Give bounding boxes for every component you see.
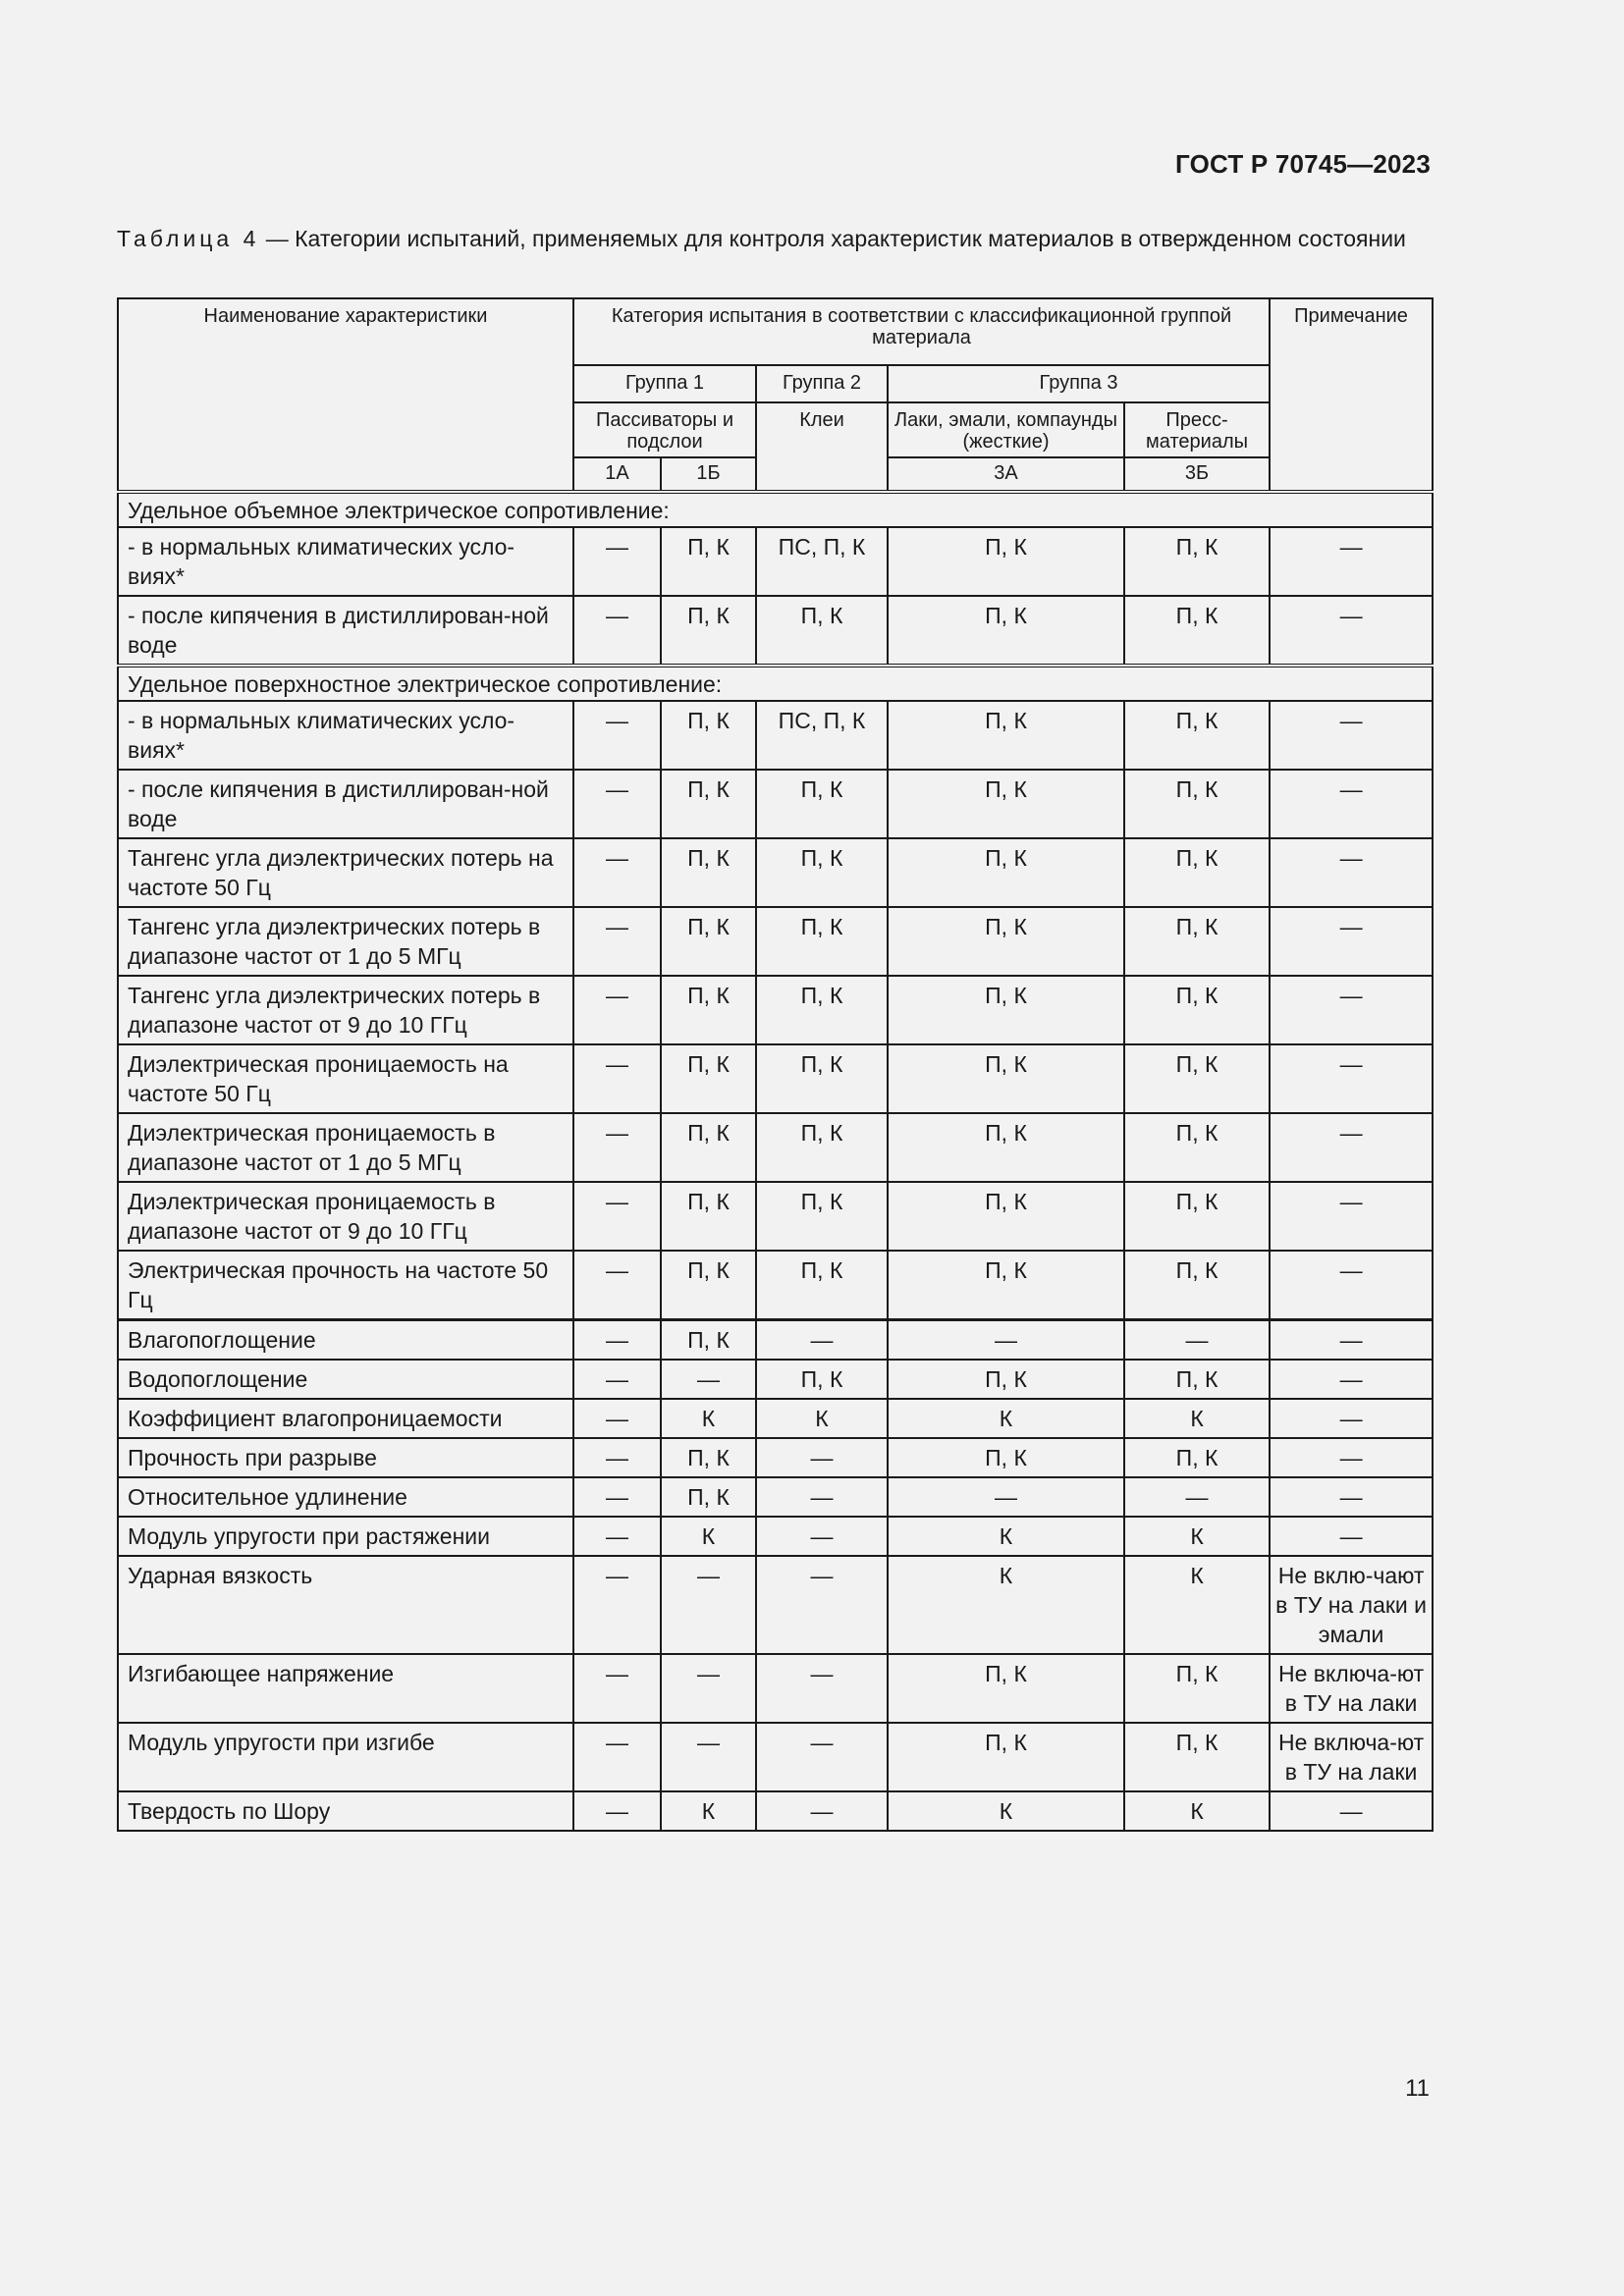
note-cell: — (1270, 701, 1433, 770)
category-2-cell: — (756, 1723, 888, 1791)
note-cell: — (1270, 1438, 1433, 1477)
table-row (118, 1438, 1433, 1477)
category-1b-cell: К (661, 1791, 756, 1831)
category-1a-cell: — (573, 1791, 661, 1831)
category-3a-cell: П, К (888, 1723, 1124, 1791)
category-3a-cell: К (888, 1556, 1124, 1654)
category-3b-cell: К (1124, 1399, 1270, 1438)
category-1b-cell: П, К (661, 976, 756, 1044)
header-glues: Клеи (756, 402, 888, 492)
category-2-cell: П, К (756, 976, 888, 1044)
category-3a-cell: П, К (888, 1182, 1124, 1251)
characteristic-name-cell: Изгибающее напряжение (118, 1654, 573, 1723)
header-passivators: Пассиваторы и подслои (573, 402, 756, 457)
category-3b-cell: П, К (1124, 1113, 1270, 1182)
category-1a-cell: — (573, 1438, 661, 1477)
category-1b-cell: П, К (661, 1113, 756, 1182)
category-2-cell: — (756, 1477, 888, 1517)
characteristic-name-cell: Диэлектрическая проницаемость в диапазоне частот от 9 до 10 ГГц (118, 1182, 573, 1251)
category-1a-cell: — (573, 527, 661, 596)
header-group-3: Группа 3 (888, 365, 1270, 402)
header-characteristic-name: Наименование характеристики (118, 298, 573, 492)
table-caption (117, 226, 1431, 251)
category-1a-cell: — (573, 907, 661, 976)
category-3a-cell: К (888, 1399, 1124, 1438)
note-cell: — (1270, 1113, 1433, 1182)
category-2-cell: П, К (756, 1251, 888, 1320)
characteristic-name-cell: - в нормальных климатических усло-виях* (118, 527, 573, 596)
table-row (118, 1517, 1433, 1556)
section-title: Удельное поверхностное электрическое сопротивление: (118, 666, 1433, 701)
category-1b-cell: — (661, 1556, 756, 1654)
table-section-row (118, 666, 1433, 701)
category-3a-cell: К (888, 1517, 1124, 1556)
characteristic-name-cell: Влагопоглощение (118, 1320, 573, 1361)
category-3a-cell: П, К (888, 701, 1124, 770)
category-3a-cell: П, К (888, 838, 1124, 907)
category-3a-cell: П, К (888, 1113, 1124, 1182)
table-row (118, 1791, 1433, 1831)
header-code-1b: 1Б (661, 457, 756, 492)
category-1a-cell: — (573, 1113, 661, 1182)
table-row (118, 907, 1433, 976)
category-3a-cell: П, К (888, 1654, 1124, 1723)
category-1b-cell: П, К (661, 1251, 756, 1320)
table-row (118, 1399, 1433, 1438)
category-1b-cell: — (661, 1654, 756, 1723)
header-note: Примечание (1270, 298, 1433, 492)
category-1a-cell: — (573, 1251, 661, 1320)
category-2-cell: ПС, П, К (756, 701, 888, 770)
category-2-cell: П, К (756, 770, 888, 838)
table-row (118, 1320, 1433, 1361)
header-group-2: Группа 2 (756, 365, 888, 402)
note-cell: — (1270, 1251, 1433, 1320)
header-code-3b: 3Б (1124, 457, 1270, 492)
header-press-materials: Пресс-материалы (1124, 402, 1270, 457)
category-3b-cell: П, К (1124, 976, 1270, 1044)
category-1a-cell: — (573, 1320, 661, 1361)
category-2-cell: К (756, 1399, 888, 1438)
category-3b-cell: П, К (1124, 1251, 1270, 1320)
table-header (118, 298, 1433, 492)
category-1a-cell: — (573, 1360, 661, 1399)
category-1b-cell: К (661, 1517, 756, 1556)
category-1b-cell: П, К (661, 838, 756, 907)
table-row (118, 1044, 1433, 1113)
note-cell: Не включа-ют в ТУ на лаки (1270, 1723, 1433, 1791)
table-caption-label: Таблица 4 (117, 226, 260, 251)
category-2-cell: — (756, 1438, 888, 1477)
category-3b-cell: П, К (1124, 527, 1270, 596)
category-1a-cell: — (573, 596, 661, 666)
category-1a-cell: — (573, 1517, 661, 1556)
category-3a-cell: К (888, 1791, 1124, 1831)
category-1b-cell: К (661, 1399, 756, 1438)
note-cell: — (1270, 838, 1433, 907)
characteristic-name-cell: - после кипячения в дистиллирован-ной воде (118, 596, 573, 666)
category-3b-cell: П, К (1124, 1438, 1270, 1477)
document-standard-code: ГОСТ Р 70745—2023 (1175, 149, 1431, 179)
header-lacquers: Лаки, эмали, компаунды (жесткие) (888, 402, 1124, 457)
category-2-cell: П, К (756, 838, 888, 907)
category-2-cell: П, К (756, 1182, 888, 1251)
note-cell: — (1270, 596, 1433, 666)
characteristic-name-cell: Прочность при разрыве (118, 1438, 573, 1477)
header-test-category: Категория испытания в соответствии с классификационной группой материала (573, 298, 1270, 365)
table-row (118, 1113, 1433, 1182)
table-section-row (118, 492, 1433, 527)
category-3a-cell: П, К (888, 1360, 1124, 1399)
category-2-cell: П, К (756, 1044, 888, 1113)
characteristic-name-cell: Электрическая прочность на частоте 50 Гц (118, 1251, 573, 1320)
category-1b-cell: П, К (661, 1182, 756, 1251)
category-3a-cell: — (888, 1477, 1124, 1517)
characteristic-name-cell: Тангенс угла диэлектрических потерь в диапазоне частот от 1 до 5 МГц (118, 907, 573, 976)
category-3b-cell: К (1124, 1556, 1270, 1654)
characteristic-name-cell: - после кипячения в дистиллирован-ной воде (118, 770, 573, 838)
category-3a-cell: П, К (888, 976, 1124, 1044)
category-1a-cell: — (573, 838, 661, 907)
category-3a-cell: П, К (888, 1251, 1124, 1320)
characteristic-name-cell: Модуль упругости при изгибе (118, 1723, 573, 1791)
category-3b-cell: К (1124, 1791, 1270, 1831)
table-row (118, 1360, 1433, 1399)
note-cell: Не вклю-чают в ТУ на лаки и эмали (1270, 1556, 1433, 1654)
category-3b-cell: П, К (1124, 770, 1270, 838)
note-cell: — (1270, 907, 1433, 976)
category-3b-cell: П, К (1124, 907, 1270, 976)
category-2-cell: П, К (756, 1360, 888, 1399)
note-cell: — (1270, 1360, 1433, 1399)
category-1a-cell: — (573, 1477, 661, 1517)
category-2-cell: ПС, П, К (756, 527, 888, 596)
characteristic-name-cell: Ударная вязкость (118, 1556, 573, 1654)
characteristic-name-cell: Тангенс угла диэлектрических потерь в диапазоне частот от 9 до 10 ГГц (118, 976, 573, 1044)
category-1a-cell: — (573, 976, 661, 1044)
page-number: 11 (1405, 2075, 1430, 2102)
category-3b-cell: П, К (1124, 596, 1270, 666)
characteristic-name-cell: Относительное удлинение (118, 1477, 573, 1517)
characteristic-name-cell: Диэлектрическая проницаемость в диапазоне частот от 1 до 5 МГц (118, 1113, 573, 1182)
category-3a-cell: П, К (888, 527, 1124, 596)
category-1b-cell: П, К (661, 907, 756, 976)
table-row (118, 1654, 1433, 1723)
header-code-1a: 1А (573, 457, 661, 492)
category-3a-cell: П, К (888, 1438, 1124, 1477)
category-2-cell: — (756, 1517, 888, 1556)
header-code-3a: 3А (888, 457, 1124, 492)
note-cell: — (1270, 1517, 1433, 1556)
category-2-cell: П, К (756, 596, 888, 666)
category-1a-cell: — (573, 1044, 661, 1113)
category-1b-cell: П, К (661, 1477, 756, 1517)
characteristic-name-cell: Модуль упругости при растяжении (118, 1517, 573, 1556)
table-row (118, 976, 1433, 1044)
category-1b-cell: — (661, 1360, 756, 1399)
category-3b-cell: П, К (1124, 1044, 1270, 1113)
table-row (118, 1723, 1433, 1791)
category-3a-cell: — (888, 1320, 1124, 1361)
table-row (118, 527, 1433, 596)
table-row (118, 1477, 1433, 1517)
category-3b-cell: П, К (1124, 1182, 1270, 1251)
note-cell: — (1270, 1399, 1433, 1438)
category-3b-cell: П, К (1124, 1654, 1270, 1723)
test-categories-table-container (117, 297, 1434, 1832)
category-3a-cell: П, К (888, 1044, 1124, 1113)
note-cell: — (1270, 1044, 1433, 1113)
category-1a-cell: — (573, 1182, 661, 1251)
test-categories-table (117, 297, 1434, 1832)
category-3b-cell: К (1124, 1517, 1270, 1556)
category-3b-cell: — (1124, 1477, 1270, 1517)
note-cell: — (1270, 1182, 1433, 1251)
table-row (118, 1556, 1433, 1654)
category-1a-cell: — (573, 1654, 661, 1723)
category-3a-cell: П, К (888, 596, 1124, 666)
category-1b-cell: П, К (661, 527, 756, 596)
category-1a-cell: — (573, 701, 661, 770)
note-cell: Не включа-ют в ТУ на лаки (1270, 1654, 1433, 1723)
category-3a-cell: П, К (888, 907, 1124, 976)
table-body (118, 492, 1433, 1831)
category-2-cell: П, К (756, 1113, 888, 1182)
table-row (118, 701, 1433, 770)
category-3a-cell: П, К (888, 770, 1124, 838)
table-row (118, 596, 1433, 666)
category-2-cell: — (756, 1320, 888, 1361)
category-1a-cell: — (573, 1399, 661, 1438)
table-row (118, 1251, 1433, 1320)
category-3b-cell: П, К (1124, 1723, 1270, 1791)
table-caption-text: — Категории испытаний, применяемых для контроля характеристик материалов в отвержденном состоянии (259, 226, 1406, 251)
category-3b-cell: П, К (1124, 838, 1270, 907)
note-cell: — (1270, 976, 1433, 1044)
category-2-cell: П, К (756, 907, 888, 976)
category-2-cell: — (756, 1556, 888, 1654)
category-3b-cell: П, К (1124, 701, 1270, 770)
section-title: Удельное объемное электрическое сопротивление: (118, 492, 1433, 527)
category-3b-cell: П, К (1124, 1360, 1270, 1399)
category-3b-cell: — (1124, 1320, 1270, 1361)
category-1b-cell: П, К (661, 701, 756, 770)
category-1a-cell: — (573, 1556, 661, 1654)
category-1b-cell: П, К (661, 1438, 756, 1477)
category-1b-cell: П, К (661, 1044, 756, 1113)
table-row (118, 770, 1433, 838)
characteristic-name-cell: Водопоглощение (118, 1360, 573, 1399)
header-group-1: Группа 1 (573, 365, 756, 402)
note-cell: — (1270, 1477, 1433, 1517)
category-1a-cell: — (573, 770, 661, 838)
note-cell: — (1270, 1791, 1433, 1831)
category-1b-cell: П, К (661, 596, 756, 666)
table-row (118, 1182, 1433, 1251)
table-row (118, 838, 1433, 907)
note-cell: — (1270, 770, 1433, 838)
category-1b-cell: — (661, 1723, 756, 1791)
note-cell: — (1270, 1320, 1433, 1361)
note-cell: — (1270, 527, 1433, 596)
characteristic-name-cell: Тангенс угла диэлектрических потерь на частоте 50 Гц (118, 838, 573, 907)
category-1b-cell: П, К (661, 770, 756, 838)
characteristic-name-cell: Диэлектрическая проницаемость на частоте 50 Гц (118, 1044, 573, 1113)
characteristic-name-cell: Коэффициент влагопроницаемости (118, 1399, 573, 1438)
characteristic-name-cell: Твердость по Шору (118, 1791, 573, 1831)
category-1b-cell: П, К (661, 1320, 756, 1361)
category-1a-cell: — (573, 1723, 661, 1791)
characteristic-name-cell: - в нормальных климатических усло-виях* (118, 701, 573, 770)
category-2-cell: — (756, 1654, 888, 1723)
category-2-cell: — (756, 1791, 888, 1831)
